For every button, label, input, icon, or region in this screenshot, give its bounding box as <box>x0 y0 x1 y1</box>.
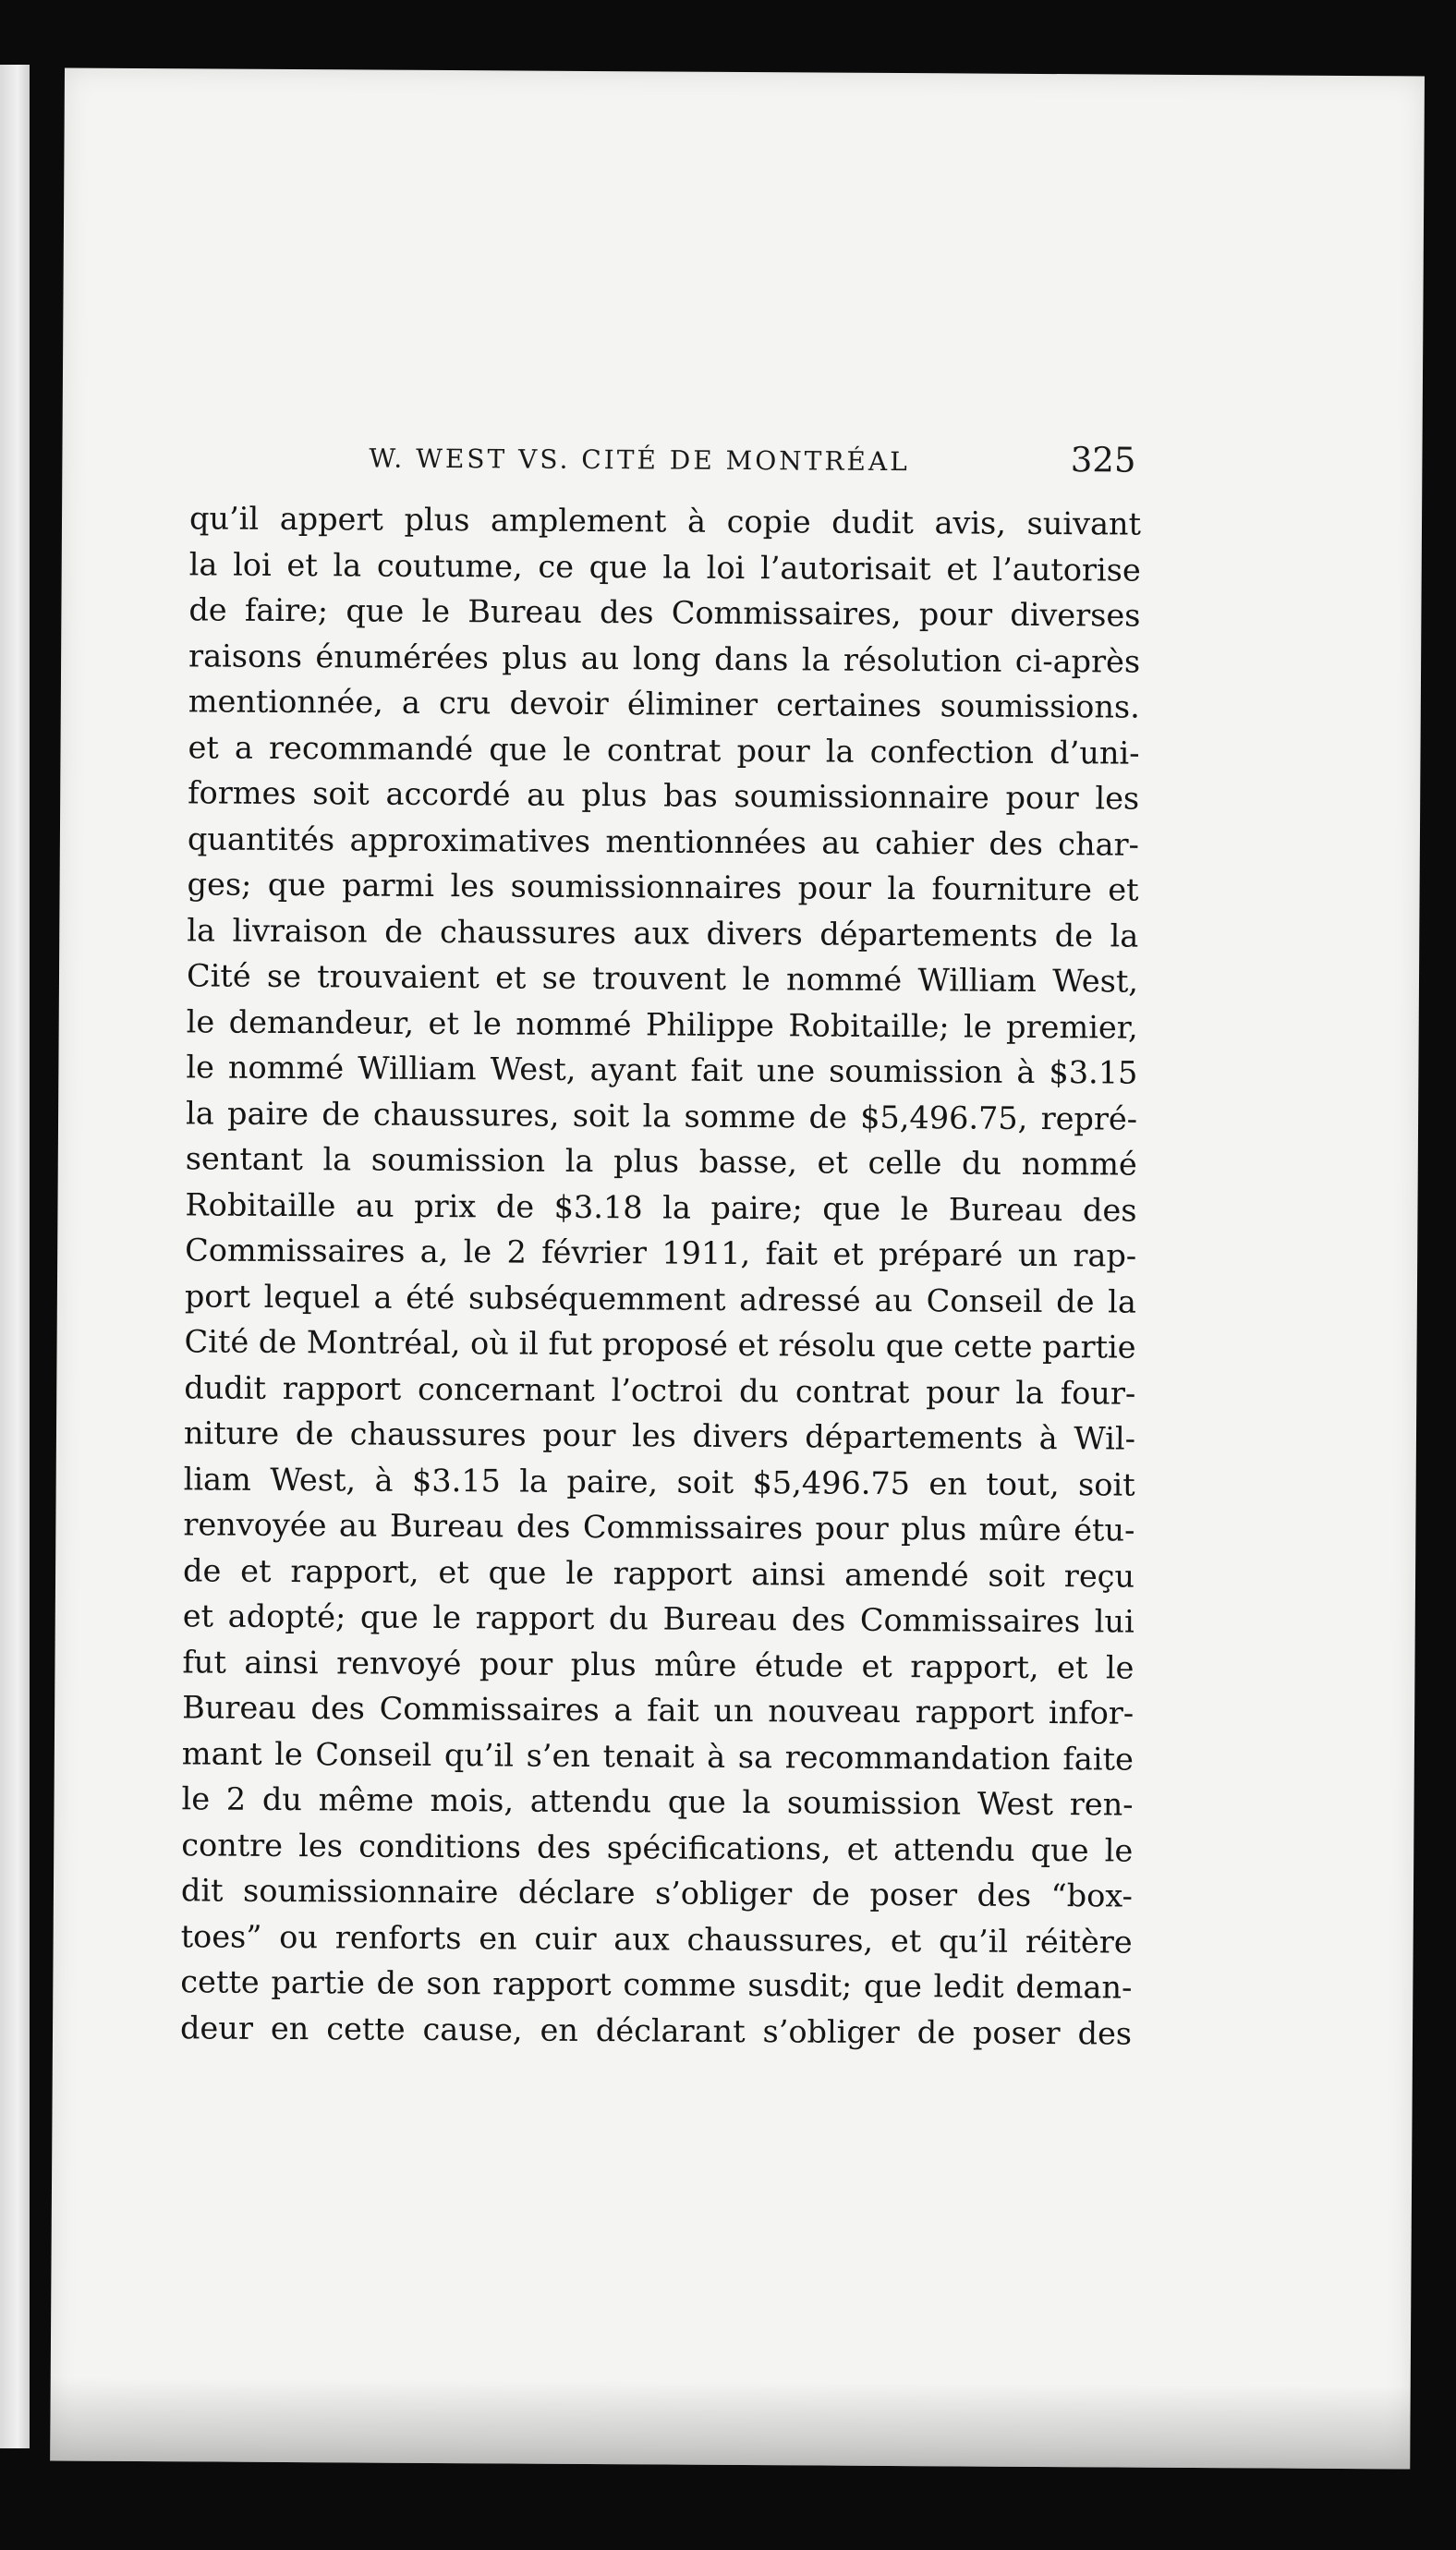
text-line: le nommé William West, ayant fait une soumission à $3.15 <box>186 1049 1138 1091</box>
text-line: mentionnée, a cru devoir éliminer certaines soumissions. <box>188 683 1140 725</box>
text-line: niture de chaussures pour les divers départements à Wil- <box>183 1415 1136 1457</box>
body-text <box>180 495 1141 2056</box>
book-page <box>50 68 1425 2470</box>
text-line: renvoyée au Bureau des Commissaires pour plus mûre étu- <box>183 1506 1135 1548</box>
text-line: cette partie de son rapport comme susdit; que ledit deman- <box>180 1963 1133 2006</box>
page-number: 325 <box>1070 440 1136 480</box>
text-line: et adopté; que le rapport du Bureau des Commissaires lui <box>182 1597 1134 1640</box>
text-line: contre les conditions des spécifications, et attendu que le <box>181 1826 1134 1869</box>
text-line: le demandeur, et le nommé Philippe Robitaille; le premier, <box>186 1002 1138 1046</box>
text-line: de et rapport, et que le rapport ainsi amendé soit reçu <box>182 1551 1135 1595</box>
text-line: Cité de Montréal, où il fut proposé et résolu que cette partie <box>184 1323 1136 1366</box>
text-line: Bureau des Commissaires a fait un nouveau rapport infor- <box>182 1689 1134 1731</box>
text-line: de faire; que le Bureau des Commissaires, pour diverses <box>188 591 1141 634</box>
text-line: le 2 du même mois, attendu que la soumission West ren- <box>181 1780 1134 1823</box>
text-line: Cité se trouvaient et se trouvent le nommé William West, <box>186 957 1139 1000</box>
running-head-title: W. WEST VS. CITÉ DE MONTRÉAL <box>369 443 910 478</box>
text-line: formes soit accordé au plus bas soumissionnaire pour les <box>188 774 1140 817</box>
text-line: sentant la soumission la plus basse, et celle du nommé <box>185 1140 1137 1183</box>
text-line: la livraison de chaussures aux divers départements de la <box>187 911 1139 954</box>
text-line: port lequel a été subséquemment adressé au Conseil de la <box>184 1277 1136 1320</box>
text-line: toes” ou renforts en cuir aux chaussures, et qu’il réitère <box>180 1917 1133 1961</box>
text-line: raisons énumérées plus au long dans la résolution ci-après <box>188 637 1141 680</box>
facing-page-edge <box>0 65 30 2448</box>
text-line: quantités approximatives mentionnées au cahier des char- <box>187 820 1140 863</box>
text-line: fut ainsi renvoyé pour plus mûre étude et rapport, et le <box>182 1643 1134 1686</box>
text-line: dudit rapport concernant l’octroi du contrat pour la four- <box>184 1368 1136 1412</box>
text-line: liam West, à $3.15 la paire, soit $5,496.75 en tout, soit <box>183 1460 1135 1503</box>
running-head <box>369 431 1135 491</box>
text-line: dit soumissionnaire déclare s’obliger de poser des “box- <box>180 1872 1134 1914</box>
text-line: qu’il appert plus amplement à copie dudit avis, suivant <box>188 500 1142 542</box>
text-line: la paire de chaussures, soit la somme de $5,496.75, repré- <box>185 1094 1138 1137</box>
text-line: ges; que parmi les soumissionnaires pour la fourniture et <box>187 866 1139 908</box>
text-line: mant le Conseil qu’il s’en tenait à sa recommandation faite <box>181 1734 1134 1778</box>
text-line: et a recommandé que le contrat pour la confection d’uni- <box>188 728 1140 771</box>
text-line: Robitaille au prix de $3.18 la paire; que le Bureau des <box>185 1185 1137 1229</box>
text-line: Commissaires a, le 2 février 1911, fait et préparé un rap- <box>185 1232 1137 1274</box>
text-line: deur en cette cause, en déclarant s’obliger de poser des <box>179 2009 1133 2052</box>
text-line: la loi et la coutume, ce que la loi l’autorisait et l’autorise <box>188 545 1141 589</box>
